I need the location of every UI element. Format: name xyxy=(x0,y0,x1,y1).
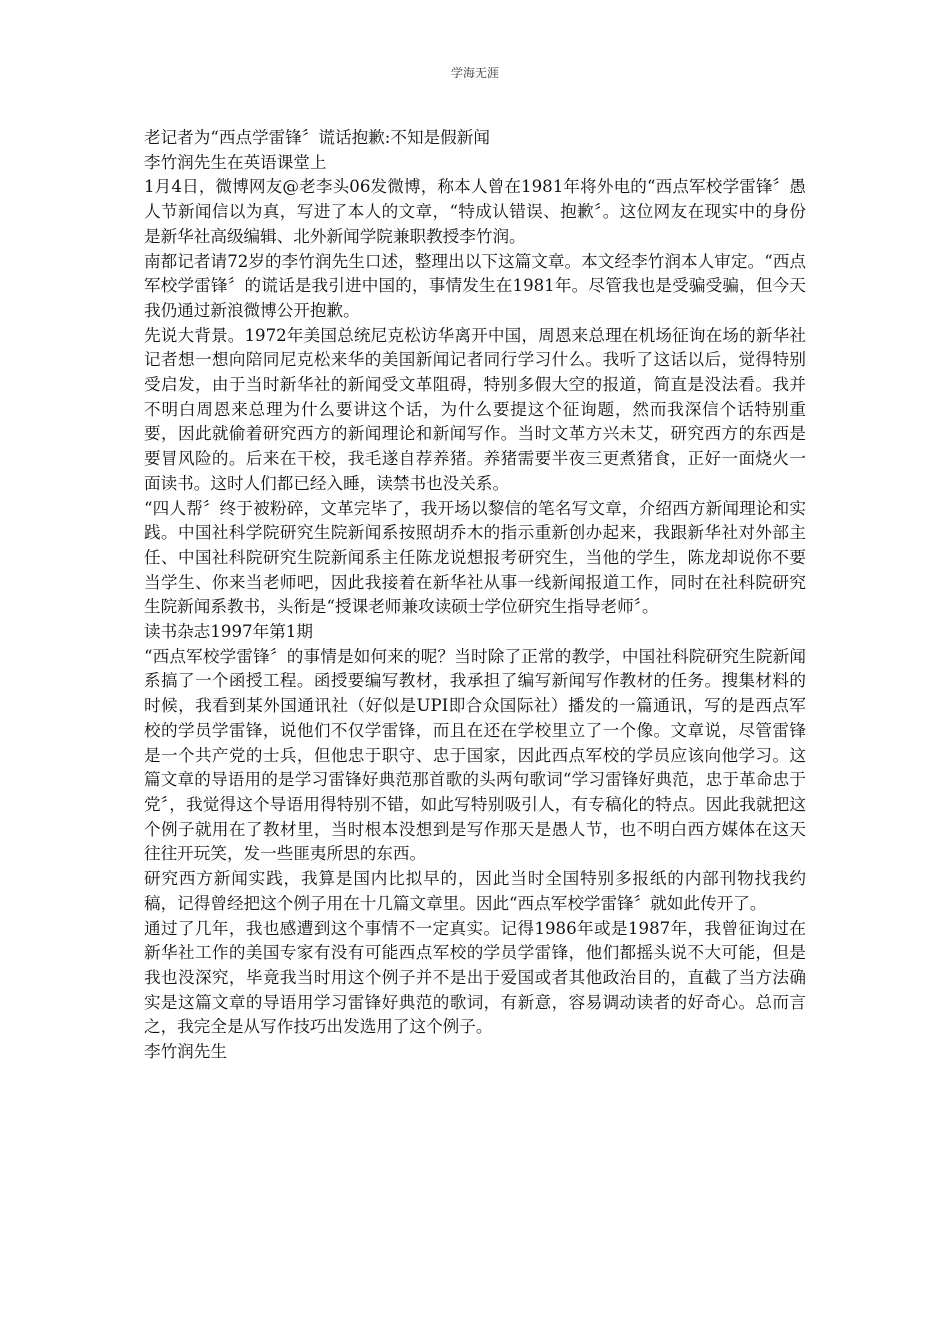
paragraph: 研究西方新闻实践，我算是国内比拟早的，因此当时全国特别多报纸的内部刊物找我约稿，记得曾经把这个例子用在十几篇文章里。因此“西点军校学雷锋〞就如此传开了。 xyxy=(144,869,806,913)
paragraph: 通过了几年，我也感遭到这个事情不一定真实。记得1986年或是1987年，我曾征询过在新华社工作的美国专家有没有可能西点军校的学员学雷锋，他们都摇头说不大可能，但是我也没深究，毕竟我当时用这个例子并不是出于爱国或者其他政治目的，直截了当方法确实是这篇文章的导语用学习雷锋好典范的歌词，有新意，容易调动读者的好奇心。总而言之，我完全是从写作技巧出发选用了这个例子。 xyxy=(144,918,806,1037)
document-body xyxy=(144,126,806,1065)
photo-caption: 李竹润先生在英语课堂上 xyxy=(144,152,327,172)
photo-caption: 李竹润先生 xyxy=(144,1042,227,1062)
paragraph: 南都记者请72岁的李竹润先生口述，整理出以下这篇文章。本文经李竹润本人审定。“西点军校学雷锋〞的谎话是我引进中国的，事情发生在1981年。尽管我也是受骗受骗，但今天我仍通过新浪微博公开抱歉。 xyxy=(144,251,806,320)
paragraph: “西点军校学雷锋〞的事情是如何来的呢？当时除了正常的教学，中国社科院研究生院新闻系搞了一个函授工程。函授要编写教材，我承担了编写新闻写作教材的任务。搜集材料的时候，我看到某外国通讯社（好似是UPI即合众国际社）播发的一篇通讯，写的是西点军校的学员学雷锋，说他们不仅学雷锋，而且在还在学校里立了一个像。文章说，尽管雷锋是一个共产党的士兵，但他忠于职守、忠于国家，因此西点军校的学员应该向他学习。这篇文章的导语用的是学习雷锋好典范那首歌的头两句歌词“学习雷锋好典范，忠于革命忠于党〞，我觉得这个导语用得特别不错，如此写特别吸引人，有专稿化的特点。因此我就把这个例子就用在了教材里，当时根本没想到是写作那天是愚人节，也不明白西方媒体在这天往往开玩笑，发一些匪夷所思的东西。 xyxy=(144,646,806,864)
photo-caption: 读书杂志1997年第1期 xyxy=(144,622,313,642)
document-title: 老记者为“西点学雷锋〞谎话抱歉:不知是假新闻 xyxy=(144,128,490,147)
page-header: 学海无涯 xyxy=(450,66,499,80)
paragraph: “四人帮〞终于被粉碎，文革完毕了，我开场以黎信的笔名写文章，介绍西方新闻理论和实践。中国社科学院研究生院新闻系按照胡乔木的指示重新创办起来，我跟新华社对外部主任、中国社科院研究生院新闻系主任陈龙说想报考研究生，当他的学生，陈龙却说你不要当学生、你来当老师吧，因此我接着在新华社从事一线新闻报道工作，同时在社科院研究生院新闻系教书，头衔是“授课老师兼攻读硕士学位研究生指导老师〞。 xyxy=(144,498,806,617)
paragraph: 1月4日，微博网友@老李头06发微博，称本人曾在1981年将外电的“西点军校学雷锋〞愚人节新闻信以为真，写进了本人的文章，“特成认错误、抱歉〞。这位网友在现实中的身份是新华社高级编辑、北外新闻学院兼职教授李竹润。 xyxy=(144,177,806,246)
paragraph: 先说大背景。1972年美国总统尼克松访华离开中国，周恩来总理在机场征询在场的新华社记者想一想向陪同尼克松来华的美国新闻记者同行学习什么。我听了这话以后，觉得特别受启发，由于当时新华社的新闻受文革阻碍，特别多假大空的报道，简直是没法看。我并不明白周恩来总理为什么要讲这个话，为什么要提这个征询题，然而我深信个话特别重要，因此就偷着研究西方的新闻理论和新闻写作。当时文革方兴未艾，研究西方的东西是要冒风险的。后来在干校，我毛遂自荐养猪。养猪需要半夜三更煮猪食，正好一面烧火一面读书。这时人们都已经入睡，读禁书也没关系。 xyxy=(144,325,806,493)
